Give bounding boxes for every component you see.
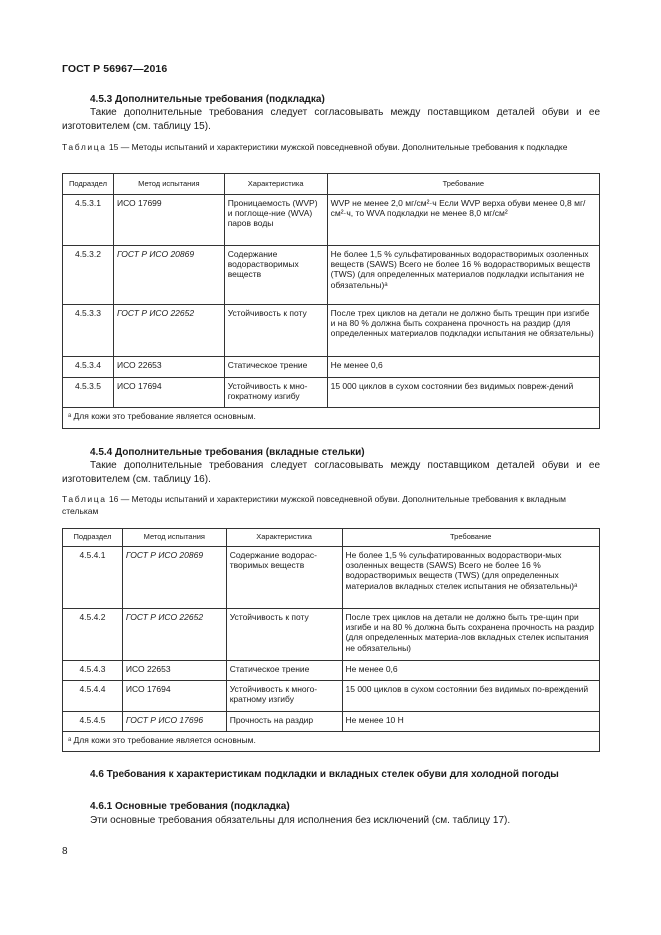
- section-heading-4-6-1: 4.6.1 Основные требования (подкладка): [90, 801, 290, 812]
- table-cell: Содержание водорастворимых веществ: [224, 246, 327, 305]
- table-cell: 4.5.3.5: [63, 378, 114, 408]
- table-row: [63, 712, 600, 732]
- table-cell: 4.5.3.1: [63, 195, 114, 246]
- table-cell: ГОСТ Р ИСО 22652: [122, 609, 226, 661]
- table-cell: 4.5.4.3: [63, 661, 123, 681]
- table-row: [63, 661, 600, 681]
- table-cell: Не более 1,5 % сульфатированных водораствори-мых озоленных веществ (SAWS) Всего не более 16 % водорастворимых веществ (TWS) (для определенных материалов вкладных стелек испытания не обязательны)ᵃ: [342, 547, 599, 609]
- table-cell: 4.5.3.2: [63, 246, 114, 305]
- table-cell: 4.5.4.5: [63, 712, 123, 732]
- table-cell: ИСО 17694: [113, 378, 224, 408]
- table-row: [63, 195, 600, 246]
- table-15-header-cell: Требование: [327, 174, 599, 195]
- table-cell: Не менее 0,6: [327, 357, 599, 378]
- section-text-4-6-1: Эти основные требования обязательны для исполнения без исключений (см. таблицу 17).: [90, 815, 511, 826]
- table-16-label: Таблица: [62, 494, 107, 504]
- table-cell: ГОСТ Р ИСО 20869: [122, 547, 226, 609]
- table-cell: Не менее 10 Н: [342, 712, 599, 732]
- table-cell: Проницаемость (WVP) и поглоще-ние (WVA) паров воды: [224, 195, 327, 246]
- table-cell: 4.5.3.4: [63, 357, 114, 378]
- table-cell: ИСО 17699: [113, 195, 224, 246]
- section-heading-4-6: 4.6 Требования к характеристикам подкладки и вкладных стелек обуви для холодной погоды: [90, 769, 559, 780]
- table-16-header-cell: Характеристика: [226, 529, 342, 547]
- table-16: [62, 528, 600, 752]
- table-cell: Устойчивость к много-кратному изгибу: [226, 681, 342, 712]
- document-code: ГОСТ Р 56967—2016: [62, 63, 168, 75]
- table-15-title: 15 — Методы испытаний и характеристики мужской повседневной обуви. Дополнительные требования к подкладке: [106, 142, 568, 152]
- table-15: [62, 173, 600, 429]
- table-15-header-cell: Характеристика: [224, 174, 327, 195]
- table-16-title: 16 — Методы испытаний и характеристики мужской повседневной обуви. Дополнительные требования к вкладным стелькам: [62, 494, 566, 516]
- table-cell: 4.5.3.3: [63, 305, 114, 357]
- table-16-header-cell: Требование: [342, 529, 599, 547]
- table-row: [63, 305, 600, 357]
- table-cell: 15 000 циклов в сухом состоянии без видимых повреж-дений: [327, 378, 599, 408]
- table-16-header-cell: Подраздел: [63, 529, 123, 547]
- table-cell: ИСО 22653: [122, 661, 226, 681]
- table-cell: ГОСТ Р ИСО 17696: [122, 712, 226, 732]
- page-number: 8: [62, 846, 68, 857]
- section-heading-4-5-4: 4.5.4 Дополнительные требования (вкладные стельки): [90, 447, 365, 458]
- table-row: [63, 681, 600, 712]
- table-cell: 4.5.4.2: [63, 609, 123, 661]
- table-cell: Статическое трение: [224, 357, 327, 378]
- table-row: [63, 378, 600, 408]
- table-row: [63, 357, 600, 378]
- table-cell: Не менее 0,6: [342, 661, 599, 681]
- table-cell: После трех циклов на детали не должно быть тре-щин при изгибе и на 80 % должна быть сохранена прочность на раздир (для определенных материа-лов вкладных стелек испытания не обязательны): [342, 609, 599, 661]
- table-cell: 4.5.4.1: [63, 547, 123, 609]
- table-cell: ГОСТ Р ИСО 22652: [113, 305, 224, 357]
- table-cell: 15 000 циклов в сухом состоянии без видимых по-вреждений: [342, 681, 599, 712]
- table-cell: Устойчивость к поту: [224, 305, 327, 357]
- table-cell: Содержание водорас-творимых веществ: [226, 547, 342, 609]
- table-row: [63, 246, 600, 305]
- section-text-4-5-3: Такие дополнительные требования следует согласовывать между поставщиком деталей обуви и ее изготовителем (см. таблицу 15).: [62, 107, 600, 132]
- table-16-header-cell: Метод испытания: [122, 529, 226, 547]
- table-cell: ИСО 22653: [113, 357, 224, 378]
- table-cell: ГОСТ Р ИСО 20869: [113, 246, 224, 305]
- table-15-header-cell: Подраздел: [63, 174, 114, 195]
- table-row: [63, 609, 600, 661]
- table-16-caption: [62, 494, 600, 517]
- table-cell: Статическое трение: [226, 661, 342, 681]
- table-16-footnote: ᵃ Для кожи это требование является основным.: [63, 732, 600, 752]
- table-15-label: Таблица: [62, 142, 107, 152]
- table-row: [63, 547, 600, 609]
- table-15-caption: [62, 142, 600, 154]
- table-cell: WVP не менее 2,0 мг/см²·ч Если WVP верха обуви менее 0,8 мг/см²·ч, то WVA подкладки не менее 8,0 мг/см²: [327, 195, 599, 246]
- section-text-4-5-4: Такие дополнительные требования следует согласовывать между поставщиком деталей обуви и ее изготовителем (см. таблицу 16).: [62, 460, 600, 485]
- table-cell: Не более 1,5 % сульфатированных водорастворимых озоленных веществ (SAWS) Всего не более 16 % водорастворимых веществ (TWS) (для определенных материалов подкладки испытания не обязательны)ᵃ: [327, 246, 599, 305]
- table-15-header-cell: Метод испытания: [113, 174, 224, 195]
- table-15-footnote: ᵃ Для кожи это требование является основным.: [63, 408, 600, 429]
- table-cell: Устойчивость к мно-гократному изгибу: [224, 378, 327, 408]
- table-cell: 4.5.4.4: [63, 681, 123, 712]
- table-cell: После трех циклов на детали не должно быть трещин при изгибе и на 80 % должна быть сохранена прочность на раздир (для определенных материалов подкладки испытания не обязательны): [327, 305, 599, 357]
- table-cell: Прочность на раздир: [226, 712, 342, 732]
- table-cell: Устойчивость к поту: [226, 609, 342, 661]
- section-heading-4-5-3: 4.5.3 Дополнительные требования (подкладка): [90, 94, 325, 105]
- table-cell: ИСО 17694: [122, 681, 226, 712]
